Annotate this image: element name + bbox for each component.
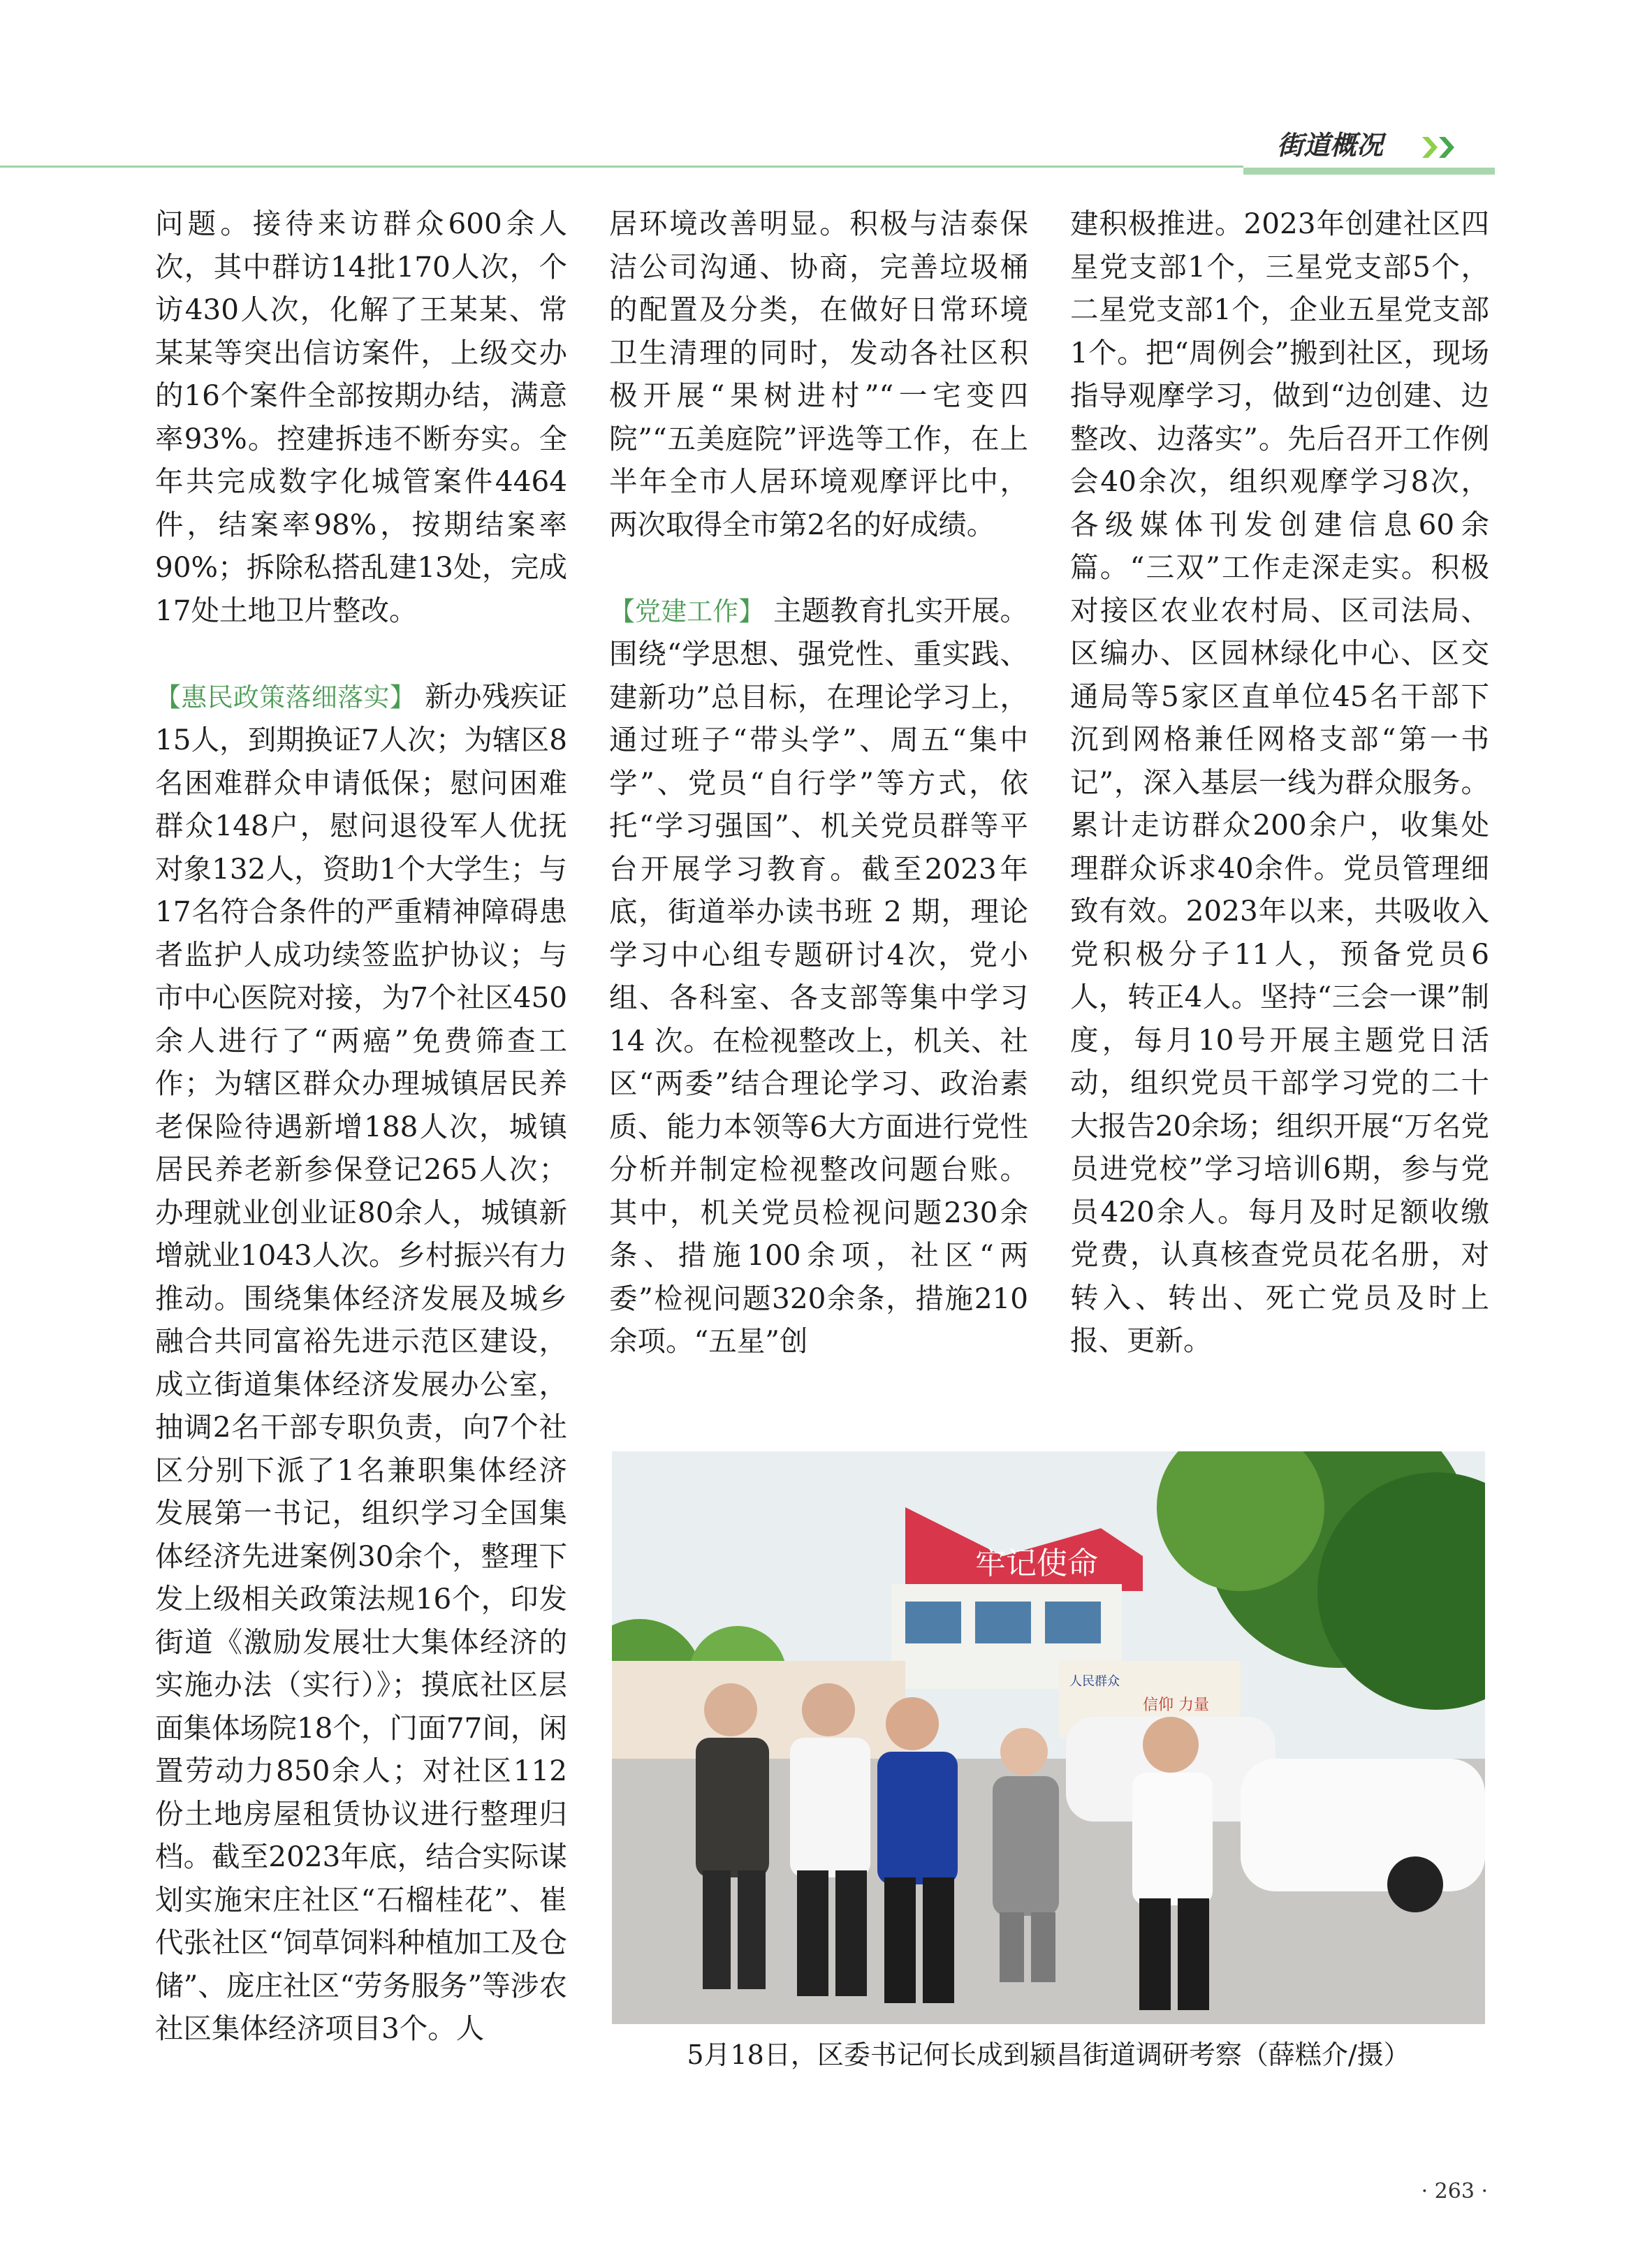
paragraph-text: 新办残疾证15人，到期换证7人次；为辖区8名困难群众申请低保；慰问困难群众148户，慰问退役军人优抚对象132人，资助1个大学生；与17名符合条件的严重精神障碍患者监护人成功续签监护协议；与市中心医院对接，为7个社区450余人进行了“两癌”免费筛查工作；为辖区群众办理城镇居民养老保险待遇新增188人次，城镇居民养老新参保登记265人次；办理就业创业证80余人，城镇新增就业1043人次。乡村振兴有力推动。围绕集体经济发展及城乡融合共同富裕先进示范区建设，成立街道集体经济发展办公室，抽调2名干部专职负责，向7个社区分别下派了1名兼职集体经济发展第一书记，组织学习全国集体经济先进案例30余个，整理下发上级相关政策法规16个，印发街道《激励发展壮大集体经济的实施办法（实行）》；摸底社区层面集体场院18个，门面77间，闲置劳动力850余人；对社区112份土地房屋租赁协议进行整理归档。截至2023年底，结合实际谋划实施宋庄社区“石榴桂花”、崔代张社区“饲草饲料种植加工及仓储”、庞庄社区“劳务服务”等涉农社区集体经济项目3个。人: [155, 679, 568, 2045]
paragraph-gap: [155, 632, 567, 675]
sign-text: 牢记使命: [975, 1546, 1098, 1581]
banner-text: 人民群众: [1069, 1674, 1120, 1689]
photo-illustration: [612, 1451, 1485, 2024]
text-column-2: [609, 203, 1028, 1363]
text-column-3: [1070, 203, 1489, 1363]
banner-text: 信仰 力量: [1143, 1697, 1209, 1714]
paragraph-text: 主题教育扎实开展。围绕“学思想、强党性、重实践、建新功”总目标，在理论学习上，通过班子“带头学”、周五“集中学”、党员“自行学”等方式，依托“学习强国”、机关党员群等平台开展学习教育。截至2023年底，街道举办读书班 2 期，理论学习中心组专题研讨4次，党小组、各科室、各支部等集中学习 14 次。在检视整改上，机关、社区“两委”结合理论学习、政治素质、能力本领等6大方面进行党性分析并制定检视整改问题台账。其中，机关党员检视问题230余条、措施100余项，社区“两委”检视问题320余条，措施210余项。“五星”创: [609, 593, 1029, 1358]
page-number: · 263 ·: [1421, 2179, 1488, 2204]
section-label: 【惠民政策落细落实】: [155, 682, 416, 712]
section-label: 【党建工作】: [609, 596, 765, 627]
paragraph: 居环境改善明显。积极与洁泰保洁公司沟通、协商，完善垃圾桶的配置及分类，在做好日常环境卫生清理的同时，发动各社区积极开展“果树进村”“一宅变四院”“五美庭院”评选等工作，在上半年全市人居环境观摩评比中，两次取得全市第2名的好成绩。: [609, 207, 1028, 541]
section-header-bar: [1243, 168, 1495, 175]
news-photo: [612, 1451, 1485, 2024]
paragraph: [155, 675, 567, 2051]
paragraph: 建积极推进。2023年创建社区四星党支部1个，三星党支部5个，二星党支部1个，企业五星党支部1个。把“周例会”搬到社区，现场指导观摩学习，做到“边创建、边整改、边落实”。先后召开工作例会40余次，组织观摩学习8次，各级媒体刊发创建信息60余篇。“三双”工作走深走实。积极对接区农业农村局、区司法局、区编办、区园林绿化中心、区交通局等5家区直单位45名干部下沉到网格兼任网格支部“第一书记”，深入基层一线为群众服务。累计走访群众200余户，收集处理群众诉求40余件。党员管理细致有效。2023年以来，共吸收入党积极分子11人，预备党员6人，转正4人。坚持“三会一课”制度，每月10号开展主题党日活动，组织党员干部学习党的二十大报告20余场；组织开展“万名党员进党校”学习培训6期，参与党员420余人。每月及时足额收缴党费，认真核查党员花名册，对转入、转出、死亡党员及时上报、更新。: [1070, 207, 1489, 1357]
paragraph-gap: [609, 546, 1028, 589]
paragraph: [609, 589, 1028, 1363]
section-title: 街道概况: [1277, 130, 1384, 161]
photo-caption: 5月18日，区委书记何长成到颍昌街道调研考察（薛糕介/摄）: [687, 2039, 1410, 2070]
text-column-1: [155, 203, 567, 2051]
paragraph: 问题。接待来访群众600余人次，其中群访14批170人次，个访430人次，化解了王某某、常某某等突出信访案件，上级交办的16个案件全部按期办结，满意率93%。控建拆违不断夯实。全年共完成数字化城管案件4464件，结案率98%，按期结案率90%；拆除私搭乱建13处，完成17处土地卫片整改。: [155, 207, 567, 627]
header-rule: [0, 166, 1243, 168]
